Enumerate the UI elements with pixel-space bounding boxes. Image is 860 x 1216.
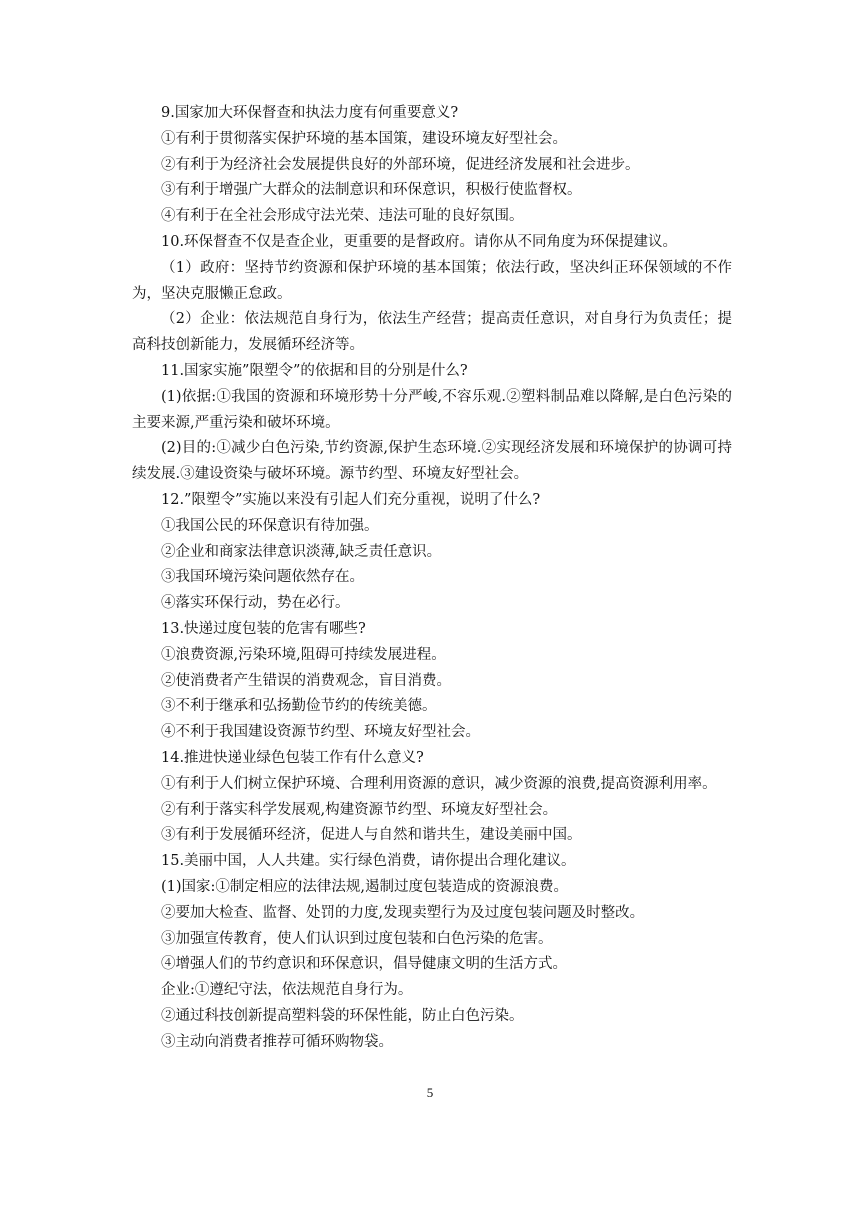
answer-10-government: （1）政府：坚持节约资源和保护环境的基本国策；依法行政，坚决纠正环保领域的不作为，坚决克服懒正怠政。 (132, 259, 732, 302)
answer-14-1: ①有利于人们树立保护环境、合理利用资源的意识，减少资源的浪费,提高资源利用率。 (161, 775, 717, 792)
answer-13-3: ③不利于继承和弘扬勤俭节约的传统美德。 (161, 698, 437, 715)
answer-14-2: ②有利于落实科学发展观,构建资源节约型、环境友好型社会。 (161, 801, 558, 818)
answer-10-enterprise: （2）企业：依法规范自身行为，依法生产经营；提高责任意识，对自身行为负责任；提高科技创新能力，发展循环经济等。 (132, 311, 732, 354)
answer-14-3: ③有利于发展循环经济，促进人与自然和谐共生，建设美丽中国。 (161, 827, 582, 844)
answer-13-1: ①浪费资源,污染环境,阻碍可持续发展进程。 (161, 646, 446, 663)
question-13: 13.快递过度包装的危害有哪些? (161, 620, 366, 637)
answer-9-1: ①有利于贯彻落实保护环境的基本国策，建设环境友好型社会。 (161, 130, 567, 147)
answer-12-2: ②企业和商家法律意识淡薄,缺乏责任意识。 (161, 543, 442, 560)
answer-9-3: ③有利于增强广大群众的法制意识和环保意识，积极行使监督权。 (161, 182, 582, 199)
answer-11-purpose: (2)目的:①减少白色污染,节约资源,保护生态环境.②实现经济发展和环境保护的协调可持续发展.③建设资染与破坏环境。源节约型、环境友好型社会。 (132, 440, 732, 483)
question-15: 15.美丽中国，人人共建。实行绿色消费，请你提出合理化建议。 (161, 853, 576, 870)
answer-15-enterprise-1: 企业:①遵纪守法，依法规范自身行为。 (161, 982, 413, 999)
question-12: 12.”限塑令”实施以来没有引起人们充分重视，说明了什么? (161, 491, 541, 508)
question-14: 14.推进快递业绿色包装工作有什么意义? (161, 749, 424, 766)
answer-13-2: ②使消费者产生错误的消费观念，盲目消费。 (161, 672, 451, 689)
question-11: 11.国家实施”限塑令”的依据和目的分别是什么? (161, 362, 468, 379)
answer-15-state-3: ③加强宣传教育，使人们认识到过度包装和白色污染的危害。 (161, 930, 553, 947)
answer-15-enterprise-2: ②通过科技创新提高塑料袋的环保性能，防止白色污染。 (161, 1007, 524, 1024)
answer-12-3: ③我国环境污染问题依然存在。 (161, 569, 364, 586)
answer-15-state-1: (1)国家:①制定相应的法律法规,遏制过度包装造成的资源浪费。 (161, 878, 569, 895)
answer-15-state-4: ④增强人们的节约意识和环保意识，倡导健康文明的生活方式。 (161, 956, 567, 973)
question-10: 10.环保督查不仅是查企业，更重要的是督政府。请你从不同角度为环保提建议。 (161, 233, 678, 250)
answer-11-basis: (1)依据:①我国的资源和环境形势十分严峻,不容乐观.②塑料制品难以降解,是白色污染的主要来源,严重污染和破坏环境。 (132, 388, 732, 431)
answer-12-4: ④落实环保行动，势在必行。 (161, 595, 350, 612)
page-number: 5 (426, 1085, 434, 1100)
page-body (132, 101, 732, 1055)
answer-15-state-2: ②要加大检查、监督、处罚的力度,发现卖塑行为及过度包装问题及时整改。 (161, 904, 645, 921)
answer-12-1: ①我国公民的环保意识有待加强。 (161, 517, 379, 534)
question-9: 9.国家加大环保督查和执法力度有何重要意义? (161, 105, 459, 121)
answer-15-enterprise-3: ③主动向消费者推荐可循环购物袋。 (161, 1033, 393, 1050)
answer-9-4: ④有利于在全社会形成守法光荣、违法可耻的良好氛围。 (161, 208, 524, 225)
answer-9-2: ②有利于为经济社会发展提供良好的外部环境，促进经济发展和社会进步。 (161, 156, 640, 173)
answer-13-4: ④不利于我国建设资源节约型、环境友好型社会。 (161, 724, 480, 741)
